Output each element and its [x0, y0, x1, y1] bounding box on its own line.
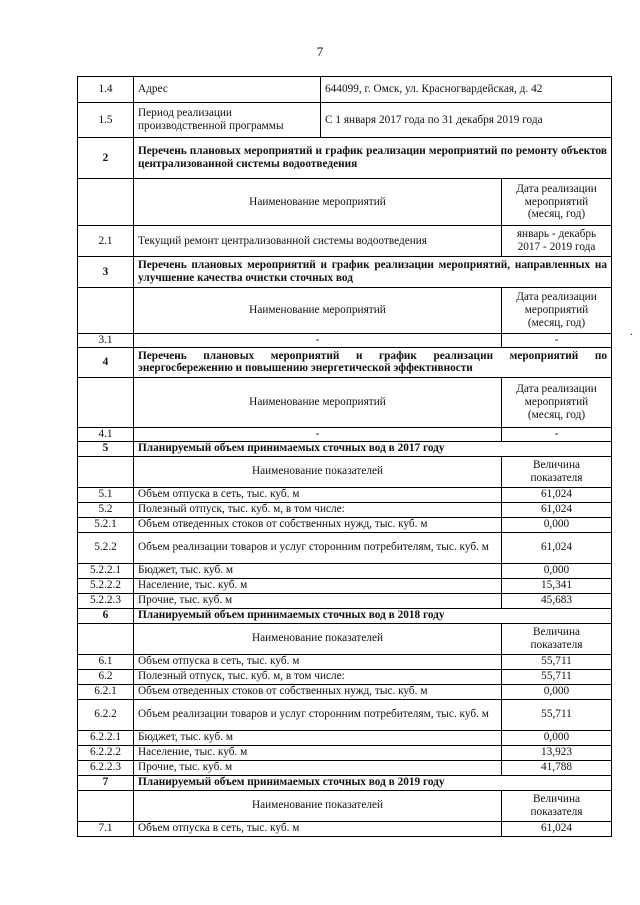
column-header-row: [78, 377, 612, 427]
row-value: 61,024: [502, 532, 612, 563]
row-name: -: [134, 334, 502, 348]
row-value: 0,000: [502, 517, 612, 532]
column-header-date: Дата реализации мероприятий (месяц, год): [502, 288, 612, 334]
program-table: [77, 76, 612, 837]
section-header: [78, 441, 612, 456]
table-row: [78, 593, 612, 608]
row-number: 1.5: [78, 103, 134, 138]
table-row: [78, 578, 612, 593]
row-value: 41,788: [502, 760, 612, 775]
column-header-row: [78, 623, 612, 654]
row-number: 6.2.2.2: [78, 745, 134, 760]
section-number: 4: [78, 347, 134, 377]
row-value: 0,000: [502, 730, 612, 745]
column-header-row: [78, 179, 612, 226]
row-number: 1.4: [78, 77, 134, 103]
row-value: 61,024: [502, 487, 612, 502]
row-name: Население, тыс. куб. м: [134, 745, 502, 760]
table-row: [78, 654, 612, 669]
row-name: Объем отпуска в сеть, тыс. куб. м: [134, 654, 502, 669]
row-date: -: [502, 427, 612, 441]
table-row: [78, 699, 612, 730]
section-title: Планируемый объем принимаемых сточных вод в 2018 году: [134, 608, 612, 623]
row-value: 0,000: [502, 563, 612, 578]
section-header: [78, 138, 612, 179]
row-value: 45,683: [502, 593, 612, 608]
info-value: С 1 января 2017 года по 31 декабря 2019 года: [321, 103, 612, 138]
row-number: 5.2.2.1: [78, 563, 134, 578]
section-title: Планируемый объем принимаемых сточных вод в 2019 году: [134, 775, 612, 790]
section-number: 6: [78, 608, 134, 623]
row-name: Объем отпуска в сеть, тыс. куб. м: [134, 821, 502, 836]
table-row: [78, 334, 612, 348]
section-number: 5: [78, 441, 134, 456]
section-header: [78, 775, 612, 790]
table-row: [78, 427, 612, 441]
section-title: Планируемый объем принимаемых сточных вод в 2017 году: [134, 441, 612, 456]
row-number: 6.1: [78, 654, 134, 669]
column-header-name: Наименование мероприятий: [134, 377, 502, 427]
section-title: Перечень плановых мероприятий и график реализации мероприятий по энергосбережению и повышению энергетической эффективности: [134, 347, 612, 377]
row-value: 15,341: [502, 578, 612, 593]
page-number: 7: [316, 44, 324, 59]
row-number: 6.2.2: [78, 699, 134, 730]
column-header-row: [78, 288, 612, 334]
column-header-value: Величина показателя: [502, 456, 612, 487]
table-row: [78, 517, 612, 532]
table-row: [78, 487, 612, 502]
section-title: Перечень плановых мероприятий и график реализации мероприятий по ремонту объектов централизованной системы водоотведения: [134, 138, 612, 179]
row-value: 0,000: [502, 684, 612, 699]
table-row: [78, 684, 612, 699]
row-name: Бюджет, тыс. куб. м: [134, 563, 502, 578]
column-header-value: Величина показателя: [502, 790, 612, 821]
row-value: 55,711: [502, 669, 612, 684]
section-title: Перечень плановых мероприятий и график реализации мероприятий, направленных на улучшение качества очистки сточных вод: [134, 257, 612, 288]
column-header-name: Наименование показателей: [134, 790, 502, 821]
row-value: 55,711: [502, 699, 612, 730]
column-header-row: [78, 790, 612, 821]
column-header-name: Наименование мероприятий: [134, 288, 502, 334]
table-row: [78, 760, 612, 775]
table-row: [78, 502, 612, 517]
section-number: 7: [78, 775, 134, 790]
row-number: 2.1: [78, 226, 134, 257]
info-value: 644099, г. Омск, ул. Красногвардейская, д. 42: [321, 77, 612, 103]
column-header-date: Дата реализации мероприятий (месяц, год): [502, 377, 612, 427]
table-row: [78, 669, 612, 684]
row-name: Текущий ремонт централизованной системы водоотведения: [134, 226, 502, 257]
row-value: 61,024: [502, 502, 612, 517]
row-number: 6.2: [78, 669, 134, 684]
row-number: 5.1: [78, 487, 134, 502]
column-header-date: Дата реализации мероприятий (месяц, год): [502, 179, 612, 226]
table-row: [78, 821, 612, 836]
row-name: -: [134, 427, 502, 441]
row-number: 5.2.2.3: [78, 593, 134, 608]
info-row: [78, 103, 612, 138]
column-header-value: Величина показателя: [502, 623, 612, 654]
table-row: [78, 563, 612, 578]
section-number: 3: [78, 257, 134, 288]
row-number: 5.2.2.2: [78, 578, 134, 593]
info-label: Период реализации производственной программы: [134, 103, 321, 138]
row-number: 5.2: [78, 502, 134, 517]
row-number: 5.2.2: [78, 532, 134, 563]
row-number: 7.1: [78, 821, 134, 836]
row-name: Объем реализации товаров и услуг сторонним потребителям, тыс. куб. м: [134, 699, 502, 730]
column-header-row: [78, 456, 612, 487]
row-number: 6.2.2.3: [78, 760, 134, 775]
info-row: [78, 77, 612, 103]
section-header: [78, 347, 612, 377]
section-number: 2: [78, 138, 134, 179]
row-number: 6.2.1: [78, 684, 134, 699]
row-number: 4.1: [78, 427, 134, 441]
row-name: Население, тыс. куб. м: [134, 578, 502, 593]
section-header: [78, 608, 612, 623]
table-row: [78, 730, 612, 745]
row-name: Объем отведенных стоков от собственных нужд, тыс. куб. м: [134, 684, 502, 699]
row-date: -: [502, 334, 612, 348]
row-name: Объем отведенных стоков от собственных нужд, тыс. куб. м: [134, 517, 502, 532]
row-name: Объем реализации товаров и услуг сторонним потребителям, тыс. куб. м: [134, 532, 502, 563]
table-row: [78, 745, 612, 760]
row-number: 5.2.1: [78, 517, 134, 532]
column-header-name: Наименование мероприятий: [134, 179, 502, 226]
row-number: 6.2.2.1: [78, 730, 134, 745]
row-value: 61,024: [502, 821, 612, 836]
row-value: 13,923: [502, 745, 612, 760]
info-label: Адрес: [134, 77, 321, 103]
row-name: Полезный отпуск, тыс. куб. м, в том числе:: [134, 502, 502, 517]
table-row: [78, 226, 612, 257]
column-header-name: Наименование показателей: [134, 456, 502, 487]
section-header: [78, 257, 612, 288]
column-header-name: Наименование показателей: [134, 623, 502, 654]
row-name: Прочие, тыс. куб. м: [134, 760, 502, 775]
row-date: январь - декабрь 2017 - 2019 года: [502, 226, 612, 257]
row-name: Объем отпуска в сеть, тыс. куб. м: [134, 487, 502, 502]
stray-mark: .: [630, 324, 633, 338]
row-name: Бюджет, тыс. куб. м: [134, 730, 502, 745]
row-name: Прочие, тыс. куб. м: [134, 593, 502, 608]
row-value: 55,711: [502, 654, 612, 669]
row-number: 3.1: [78, 334, 134, 348]
table-row: [78, 532, 612, 563]
row-name: Полезный отпуск, тыс. куб. м, в том числе:: [134, 669, 502, 684]
